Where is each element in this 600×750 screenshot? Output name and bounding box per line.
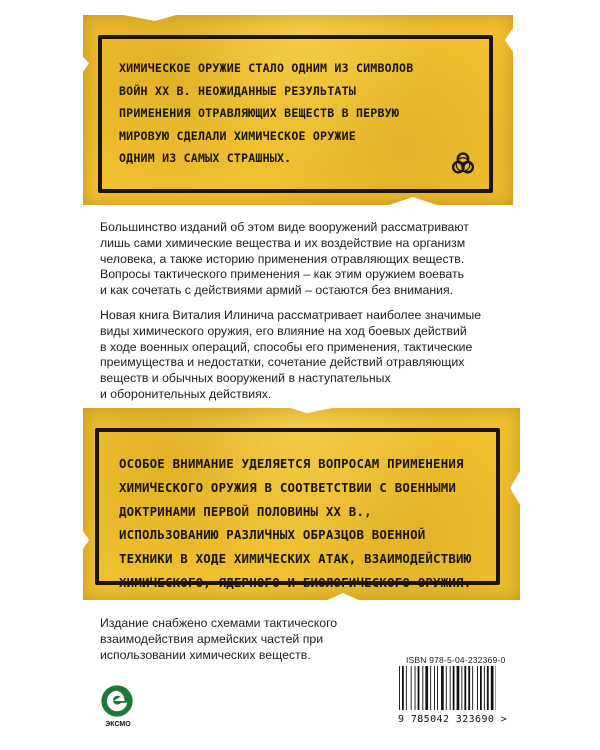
biohazard-icon <box>450 151 476 177</box>
paragraph-line: человека, а также историю применения отравляющих веществ. <box>100 251 465 266</box>
paragraph-line: в ходе военных операций, способы его применения, тактические <box>100 339 473 354</box>
isbn-label: ISBN 978-5-04-232369-0 <box>406 655 506 665</box>
intro-paragraph <box>100 220 520 299</box>
paragraph-line: Издание снабжено схемами тактического <box>100 616 338 630</box>
sign-top-text <box>119 57 459 170</box>
paragraph-line: виды химического оружия, его влияние на ход боевых действий <box>100 323 467 338</box>
warning-sign-top <box>83 15 513 205</box>
sign-bottom-text <box>119 452 509 595</box>
sign-top-line: ХИМИЧЕСКОЕ ОРУЖИЕ СТАЛО ОДНИМ ИЗ СИМВОЛОВ <box>119 61 414 75</box>
paragraph-line: веществ и обычных вооружений в наступательных <box>100 371 391 386</box>
paragraph-line: преимущества и недостатки, сочетание действий отравляющих <box>100 355 465 370</box>
sign-bottom-line: ДОКТРИНАМИ ПЕРВОЙ ПОЛОВИНЫ XX В., <box>119 503 372 519</box>
paragraph-line: и как сочетать с действиями армий – остаются без внимания. <box>100 283 454 298</box>
sign-top-line: ПРИМЕНЕНИЯ ОТРАВЛЯЮЩИХ ВЕЩЕСТВ В ПЕРВУЮ <box>119 106 400 120</box>
paragraph-line: Новая книга Виталия Илинича рассматривает наиболее значимые <box>100 308 482 322</box>
sign-bottom-line: ОСОБОЕ ВНИМАНИЕ УДЕЛЯЕТСЯ ВОПРОСАМ ПРИМЕНЕНИЯ <box>119 456 464 471</box>
sign-bottom-line: ИСПОЛЬЗОВАНИЮ РАЗЛИЧНЫХ ОБРАЗЦОВ ВОЕННОЙ <box>119 527 426 543</box>
sign-bottom-line: ХИМИЧЕСКОГО, ЯДЕРНОГО И БИОЛОГИЧЕСКОГО ОРУЖИЯ. <box>119 574 472 590</box>
paragraph-line: Большинство изданий об этом виде вооружений рассматривают <box>100 220 469 234</box>
barcode-number: 9 785042 323690 > <box>398 714 508 725</box>
eksmo-logo-icon <box>100 684 134 718</box>
barcode-icon <box>398 666 496 710</box>
paragraph-line: взаимодействия армейских частей при <box>100 631 324 646</box>
paragraph-line: использовании химических веществ. <box>100 647 311 662</box>
paragraph-line: и оборонительных действиях. <box>100 386 272 401</box>
sign-top-line: ОДНИМ ИЗ САМЫХ СТРАШНЫХ. <box>119 151 292 165</box>
warning-sign-bottom <box>83 408 520 600</box>
sign-top-line: МИРОВУЮ СДЕЛАЛИ ХИМИЧЕСКОЕ ОРУЖИЕ <box>119 128 356 143</box>
paragraph-line: лишь сами химические вещества и их воздействие на организм <box>100 235 466 250</box>
publisher-name: ЭКСМО <box>105 721 131 728</box>
paragraph-line: Вопросы тактического применения – как этим оружием воевать <box>100 267 465 282</box>
sign-top-line: ВОЙН XX В. НЕОЖИДАННЫЕ РЕЗУЛЬТАТЫ <box>119 83 356 98</box>
sign-bottom-line: ТЕХНИКИ В ХОДЕ ХИМИЧЕСКИХ АТАК, ВЗАИМОДЕЙСТВИЮ <box>119 551 472 567</box>
book-description-paragraph <box>100 308 520 403</box>
sign-bottom-line: ХИМИЧЕСКОГО ОРУЖИЯ В СООТВЕТСТВИИ С ВОЕННЫМИ <box>119 479 457 495</box>
